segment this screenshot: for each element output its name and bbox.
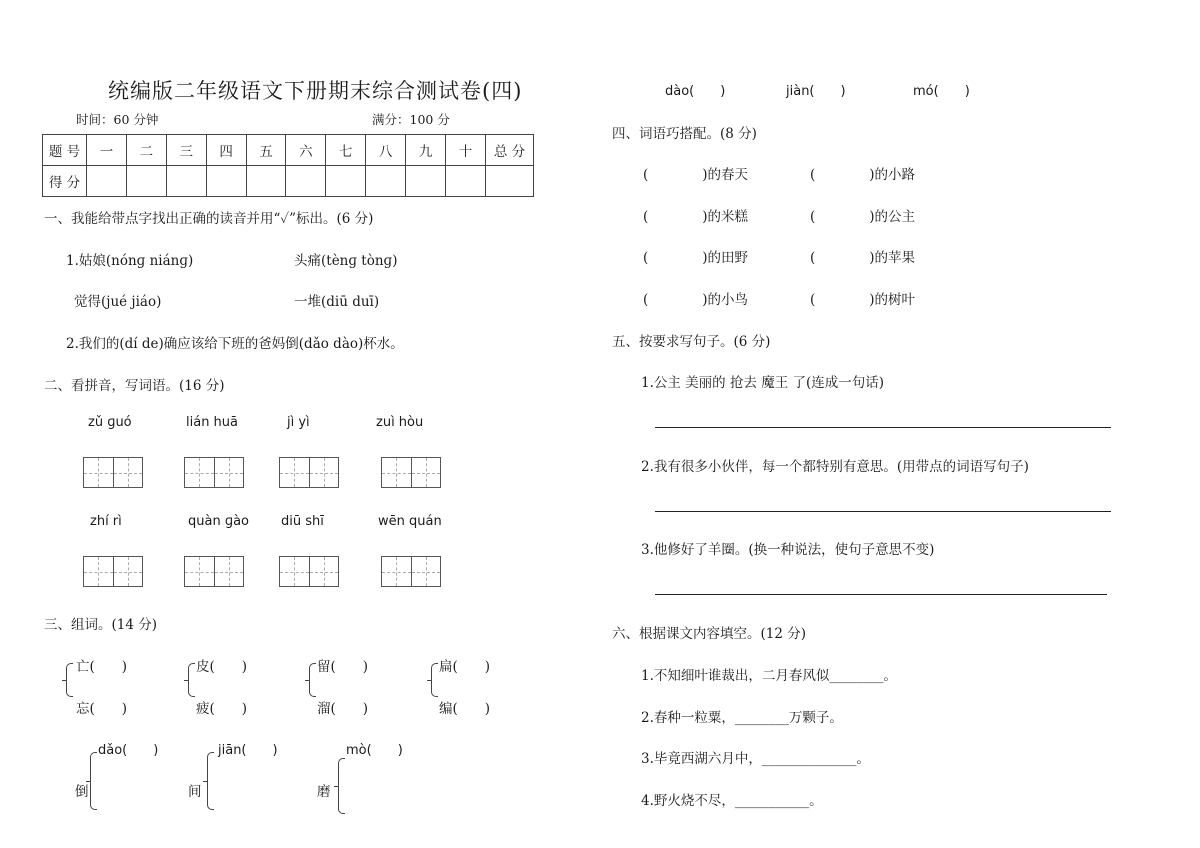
score-cell: 三 bbox=[166, 135, 206, 166]
pinyin-prompt: zǔ ɡuó bbox=[88, 415, 132, 430]
match-item: ( )的田野 bbox=[643, 250, 749, 266]
match-item: ( )的小鸟 bbox=[643, 292, 749, 308]
score-input-cell[interactable] bbox=[286, 166, 326, 197]
score-input-cell[interactable] bbox=[246, 166, 286, 197]
pinyin-prompt: jì yì bbox=[287, 415, 310, 430]
score-table-header-row bbox=[43, 135, 534, 166]
brace bbox=[309, 663, 316, 697]
answer-line[interactable] bbox=[655, 594, 1107, 595]
exam-title: 统编版二年级语文下册期末综合测试卷(四) bbox=[108, 79, 523, 103]
pinyin-prompt: wēn quán bbox=[378, 514, 442, 529]
score-cell-label: 题 号 bbox=[43, 135, 87, 166]
answer-line[interactable] bbox=[655, 427, 1111, 428]
word-pair-top: 亡( ) bbox=[76, 659, 128, 675]
writing-grid[interactable] bbox=[381, 556, 441, 587]
polyphone-reading: jiàn( ) bbox=[786, 84, 846, 99]
match-item: ( )的苹果 bbox=[810, 250, 916, 266]
score-cell-total: 总 分 bbox=[486, 135, 534, 166]
match-item: ( )的小路 bbox=[810, 167, 916, 183]
polyphone-reading: mò( ) bbox=[346, 743, 403, 758]
score-cell: 一 bbox=[87, 135, 127, 166]
writing-grid[interactable] bbox=[279, 457, 339, 488]
writing-grid[interactable] bbox=[184, 556, 244, 587]
polyphone-char: 磨 bbox=[317, 784, 331, 800]
word-pair-top: 扁( ) bbox=[439, 659, 491, 675]
writing-grid[interactable] bbox=[381, 457, 441, 488]
polyphone-char: 间 bbox=[188, 784, 202, 800]
score-cell: 四 bbox=[206, 135, 246, 166]
writing-grid[interactable] bbox=[279, 556, 339, 587]
word-pair-top: 皮( ) bbox=[196, 659, 248, 675]
word-pair-bottom: 疲( ) bbox=[196, 701, 248, 717]
match-item: ( )的树叶 bbox=[810, 292, 916, 308]
writing-grid[interactable] bbox=[184, 457, 244, 488]
word-pair-top: 留( ) bbox=[317, 659, 369, 675]
score-input-cell[interactable] bbox=[366, 166, 406, 197]
s1-q2: 2.我们的(dí de)确应该给下班的爸妈倒(dǎo dào)杯水。 bbox=[66, 336, 404, 352]
score-input-cell[interactable] bbox=[87, 166, 127, 197]
writing-grid[interactable] bbox=[83, 457, 143, 488]
s6-question: 4.野火烧不尽，___________。 bbox=[641, 793, 823, 809]
s1-q1-item: 觉得(jué jiáo) bbox=[74, 294, 162, 310]
s6-question: 1.不知细叶谁裁出，二月春风似________。 bbox=[641, 668, 897, 684]
score-cell: 五 bbox=[246, 135, 286, 166]
score-input-cell[interactable] bbox=[206, 166, 246, 197]
exam-full-score: 满分：100 分 bbox=[372, 112, 450, 127]
pinyin-prompt: quàn ɡào bbox=[188, 514, 250, 529]
match-item: ( )的米糕 bbox=[643, 209, 749, 225]
score-row-label: 得 分 bbox=[43, 166, 87, 197]
pinyin-prompt: lián huā bbox=[186, 415, 239, 430]
brace bbox=[338, 758, 345, 814]
s6-question: 3.毕竟西湖六月中，______________。 bbox=[641, 751, 870, 767]
match-item: ( )的春天 bbox=[643, 167, 749, 183]
brace bbox=[90, 752, 97, 810]
score-input-cell[interactable] bbox=[486, 166, 534, 197]
s1-q1-item: 一堆(diū duī) bbox=[294, 294, 380, 310]
section-6-heading: 六、根据课文内容填空。(12 分) bbox=[612, 626, 807, 642]
pinyin-prompt: zhí rì bbox=[90, 514, 122, 529]
score-table-score-row bbox=[43, 166, 534, 197]
score-input-cell[interactable] bbox=[126, 166, 166, 197]
s6-question: 2.春种一粒粟，________万颗子。 bbox=[641, 710, 843, 726]
brace bbox=[188, 663, 195, 697]
s5-question: 2.我有很多小伙伴，每一个都特别有意思。(用带点的词语写句子) bbox=[641, 459, 1029, 475]
section-2-heading: 二、看拼音，写词语。(16 分) bbox=[44, 378, 225, 394]
section-5-heading: 五、按要求写句子。(6 分) bbox=[612, 334, 771, 350]
match-item: ( )的公主 bbox=[810, 209, 916, 225]
section-4-heading: 四、词语巧搭配。(8 分) bbox=[612, 126, 757, 142]
score-cell: 二 bbox=[126, 135, 166, 166]
pinyin-prompt: zuì hòu bbox=[376, 415, 424, 430]
answer-line[interactable] bbox=[655, 511, 1111, 512]
word-pair-bottom: 溜( ) bbox=[317, 701, 369, 717]
writing-grid[interactable] bbox=[83, 556, 143, 587]
word-pair-bottom: 编( ) bbox=[439, 701, 491, 717]
pinyin-prompt: diū shī bbox=[281, 514, 324, 529]
s1-q1-item: 头痛(tènɡ tònɡ) bbox=[294, 253, 398, 269]
score-cell: 十 bbox=[446, 135, 486, 166]
score-cell: 八 bbox=[366, 135, 406, 166]
section-3-heading: 三、组词。(14 分) bbox=[44, 617, 158, 633]
brace bbox=[66, 663, 73, 697]
s1-q1-item: 1.姑娘(nónɡ niánɡ) bbox=[66, 253, 194, 269]
s5-question: 1.公主 美丽的 抢去 魔王 了(连成一句话) bbox=[641, 375, 885, 391]
polyphone-reading: mó( ) bbox=[913, 84, 970, 99]
score-input-cell[interactable] bbox=[326, 166, 366, 197]
score-cell: 七 bbox=[326, 135, 366, 166]
brace bbox=[207, 752, 214, 810]
section-1-heading: 一、我能给带点字找出正确的读音并用“✓”标出。(6 分) bbox=[44, 211, 374, 227]
score-input-cell[interactable] bbox=[446, 166, 486, 197]
brace bbox=[431, 663, 438, 697]
polyphone-reading: dǎo( ) bbox=[98, 743, 159, 758]
word-pair-bottom: 忘( ) bbox=[76, 701, 128, 717]
polyphone-reading: dào( ) bbox=[665, 84, 726, 99]
score-table bbox=[42, 134, 534, 197]
exam-time: 时间：60 分钟 bbox=[76, 112, 159, 127]
score-cell: 九 bbox=[406, 135, 446, 166]
s5-question: 3.他修好了羊圈。(换一种说法，使句子意思不变) bbox=[641, 542, 935, 558]
score-input-cell[interactable] bbox=[406, 166, 446, 197]
score-input-cell[interactable] bbox=[166, 166, 206, 197]
polyphone-char: 倒 bbox=[75, 784, 89, 800]
polyphone-reading: jiān( ) bbox=[218, 743, 278, 758]
score-cell: 六 bbox=[286, 135, 326, 166]
